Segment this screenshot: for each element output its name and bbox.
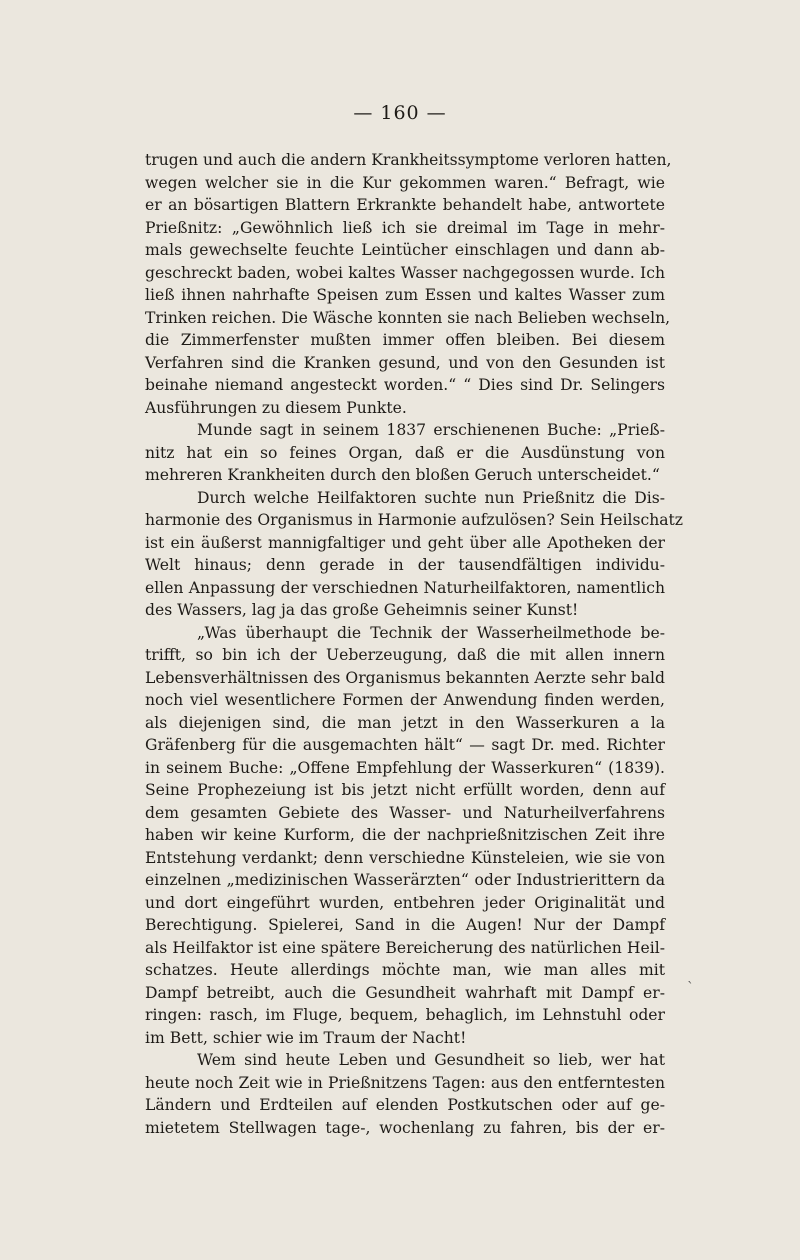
- text-line-8: Trinken reichen. Die Wäsche konnten sie nach Belieben wechseln,: [145, 308, 671, 327]
- text-line-18: ist ein äußerst mannigfaltiger und geht über alle Apotheken der: [145, 533, 665, 552]
- text-line-44: mietetem Stellwagen tage-, wochenlang zu fahren, bis der er-: [145, 1118, 665, 1137]
- text-line-21: des Wassers, lag ja das große Geheimnis seiner Kunst!: [145, 601, 579, 619]
- text-line-14: nitz hat ein so feines Organ, daß er die Ausdünstung von: [145, 443, 665, 462]
- text-line-22: „Was überhaupt die Technik der Wasserheilmethode be-: [197, 623, 665, 642]
- text-line-4: Prießnitz: „Gewöhnlich ließ ich sie dreimal im Tage in mehr-: [145, 218, 665, 237]
- text-line-6: geschreckt baden, wobei kaltes Wasser nachgegossen wurde. Ich: [145, 263, 665, 282]
- text-line-7: ließ ihnen nahrhafte Speisen zum Essen und kaltes Wasser zum: [145, 286, 665, 304]
- text-line-37: schatzes. Heute allerdings möchte man, wie man alles mit: [145, 961, 665, 979]
- text-line-3: er an bösartigen Blattern Erkrankte behandelt habe, antwortete: [145, 196, 665, 214]
- text-line-20: ellen Anpassung der verschiednen Naturheilfaktoren, namentlich: [145, 578, 665, 597]
- text-line-43: Ländern und Erdteilen auf elenden Postkutschen oder auf ge-: [145, 1096, 665, 1114]
- text-line-33: einzelnen „medizinischen Wasserärzten“ oder Industrierittern da: [145, 871, 665, 889]
- margin-mark: `: [687, 980, 694, 996]
- text-line-32: Entstehung verdankt; denn verschiedne Künsteleien, wie sie von: [145, 848, 665, 867]
- text-line-27: Gräfenberg für die ausgemachten hält“ — sagt Dr. med. Richter: [145, 736, 665, 754]
- text-line-26: als diejenigen sind, die man jetzt in den Wasserkuren a la: [145, 713, 665, 732]
- page-number: — 160 —: [353, 102, 447, 124]
- text-line-29: Seine Prophezeiung ist bis jetzt nicht erfüllt worden, denn auf: [145, 781, 665, 799]
- text-line-10: Verfahren sind die Kranken gesund, und von den Gesunden ist: [145, 353, 665, 372]
- text-line-1: trugen und auch die andern Krankheitssymptome verloren hatten,: [145, 151, 672, 169]
- text-line-42: heute noch Zeit wie in Prießnitzens Tagen: aus den entferntesten: [145, 1073, 665, 1092]
- text-line-36: als Heilfaktor ist eine spätere Bereicherung des natürlichen Heil-: [145, 938, 665, 957]
- text-line-11: beinahe niemand angesteckt worden.“ “ Dies sind Dr. Selingers: [145, 376, 665, 394]
- text-line-39: ringen: rasch, im Fluge, bequem, behaglich, im Lehnstuhl oder: [145, 1006, 665, 1024]
- text-line-23: trifft, so bin ich der Ueberzeugung, daß die mit allen innern: [145, 646, 665, 664]
- body-text: [145, 149, 684, 1139]
- text-line-24: Lebensverhältnissen des Organismus bekannten Aerzte sehr bald: [145, 668, 665, 687]
- text-line-30: dem gesamten Gebiete des Wasser- und Naturheilverfahrens: [145, 803, 665, 822]
- text-line-9: die Zimmerfenster mußten immer offen bleiben. Bei diesem: [145, 331, 665, 349]
- text-line-31: haben wir keine Kurform, die der nachprießnitzischen Zeit ihre: [145, 826, 665, 844]
- text-line-15: mehreren Krankheiten durch den bloßen Geruch unterscheidet.“: [145, 466, 660, 484]
- text-line-40: im Bett, schier wie im Traum der Nacht!: [145, 1028, 467, 1047]
- text-line-19: Welt hinaus; denn gerade in der tausendfältigen individu-: [145, 556, 665, 574]
- text-line-16: Durch welche Heilfaktoren suchte nun Prießnitz die Dis-: [197, 488, 665, 507]
- text-line-25: noch viel wesentlichere Formen der Anwendung finden werden,: [145, 691, 665, 709]
- text-line-35: Berechtigung. Spielerei, Sand in die Augen! Nur der Dampf: [145, 916, 665, 934]
- text-line-34: und dort eingeführt wurden, entbehren jeder Originalität und: [145, 893, 665, 912]
- text-line-28: in seinem Buche: „Offene Empfehlung der Wasserkuren“ (1839).: [145, 758, 665, 777]
- text-line-38: Dampf betreibt, auch die Gesundheit wahrhaft mit Dampf er-: [145, 983, 665, 1002]
- text-line-12: Ausführungen zu diesem Punkte.: [145, 398, 407, 417]
- text-line-5: mals gewechselte feuchte Leintücher einschlagen und dann ab-: [145, 241, 665, 259]
- text-line-17: harmonie des Organismus in Harmonie aufzulösen? Sein Heilschatz: [145, 511, 684, 529]
- text-line-2: wegen welcher sie in die Kur gekommen waren.“ Befragt, wie: [145, 173, 665, 192]
- text-line-13: Munde sagt in seinem 1837 erschienenen Buche: „Prieß-: [197, 421, 665, 439]
- text-line-41: Wem sind heute Leben und Gesundheit so lieb, wer hat: [197, 1051, 665, 1069]
